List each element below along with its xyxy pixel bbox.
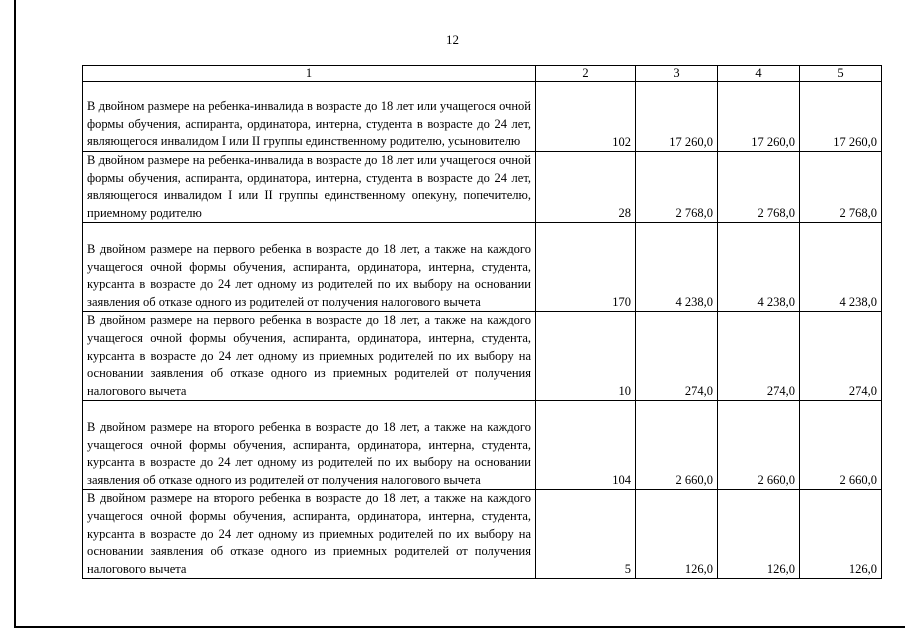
row-description: В двойном размере на первого ребенка в возрасте до 18 лет, а также на каждого учащегося очной формы обучения, аспиранта, ординатора, интерна, студента, курсанта в возрасте до 24 лет одному из приемных родителей по их выбору на основании заявления об отказе одного из приемных родителей от получения налогового вычета xyxy=(83,312,536,401)
row-value-4: 2 768,0 xyxy=(718,152,800,223)
row-count: 10 xyxy=(536,312,636,401)
row-value-3: 4 238,0 xyxy=(636,223,718,312)
table-row xyxy=(83,401,882,490)
row-count: 5 xyxy=(536,490,636,579)
row-value-4: 4 238,0 xyxy=(718,223,800,312)
row-value-4: 17 260,0 xyxy=(718,82,800,152)
row-value-5: 2 660,0 xyxy=(800,401,882,490)
row-value-5: 126,0 xyxy=(800,490,882,579)
row-count: 104 xyxy=(536,401,636,490)
page-number: 12 xyxy=(446,32,459,47)
table-row xyxy=(83,223,882,312)
row-description: В двойном размере на ребенка-инвалида в возрасте до 18 лет или учащегося очной формы обучения, аспиранта, ординатора, интерна, студента в возрасте до 24 лет, являющегося инвалидом I или II группы единственному опекуну, попечителю, приемному родителю xyxy=(83,152,536,223)
row-description: В двойном размере на второго ребенка в возрасте до 18 лет, а также на каждого учащегося очной формы обучения, аспиранта, ординатора, интерна, студента, курсанта в возрасте до 24 лет одному из родителей по их выбору на основании заявления об отказе одного из родителей от получения налогового вычета xyxy=(83,401,536,490)
column-header-1: 1 xyxy=(83,66,536,82)
column-header-4: 4 xyxy=(718,66,800,82)
row-value-3: 17 260,0 xyxy=(636,82,718,152)
row-value-5: 2 768,0 xyxy=(800,152,882,223)
row-description: В двойном размере на второго ребенка в возрасте до 18 лет, а также на каждого учащегося очной формы обучения, аспиранта, ординатора, интерна, студента, курсанта в возрасте до 24 лет одному из приемных родителей по их выбору на основании заявления об отказе одного из приемных родителей от получения налогового вычета xyxy=(83,490,536,579)
deduction-table xyxy=(82,65,882,579)
scan-edge-bottom xyxy=(14,626,905,628)
row-value-5: 274,0 xyxy=(800,312,882,401)
row-count: 28 xyxy=(536,152,636,223)
row-value-3: 2 768,0 xyxy=(636,152,718,223)
row-value-5: 4 238,0 xyxy=(800,223,882,312)
row-value-5: 17 260,0 xyxy=(800,82,882,152)
row-description: В двойном размере на ребенка-инвалида в возрасте до 18 лет или учащегося очной формы обучения, аспиранта, ординатора, интерна, студента в возрасте до 24 лет, являющегося инвалидом I или II группы единственному родителю, усыновителю xyxy=(83,82,536,152)
row-value-4: 274,0 xyxy=(718,312,800,401)
column-header-5: 5 xyxy=(800,66,882,82)
row-count: 102 xyxy=(536,82,636,152)
row-value-3: 126,0 xyxy=(636,490,718,579)
table-header-row xyxy=(83,66,882,82)
row-value-3: 274,0 xyxy=(636,312,718,401)
row-count: 170 xyxy=(536,223,636,312)
row-value-4: 126,0 xyxy=(718,490,800,579)
table-row xyxy=(83,152,882,223)
column-header-3: 3 xyxy=(636,66,718,82)
table-row xyxy=(83,312,882,401)
table-row xyxy=(83,490,882,579)
row-description: В двойном размере на первого ребенка в возрасте до 18 лет, а также на каждого учащегося очной формы обучения, аспиранта, ординатора, интерна, студента, курсанта в возрасте до 24 лет одному из родителей по их выбору на основании заявления об отказе одного из родителей от получения налогового вычета xyxy=(83,223,536,312)
row-value-4: 2 660,0 xyxy=(718,401,800,490)
scan-edge-left xyxy=(14,0,16,627)
row-value-3: 2 660,0 xyxy=(636,401,718,490)
column-header-2: 2 xyxy=(536,66,636,82)
table-row xyxy=(83,82,882,152)
